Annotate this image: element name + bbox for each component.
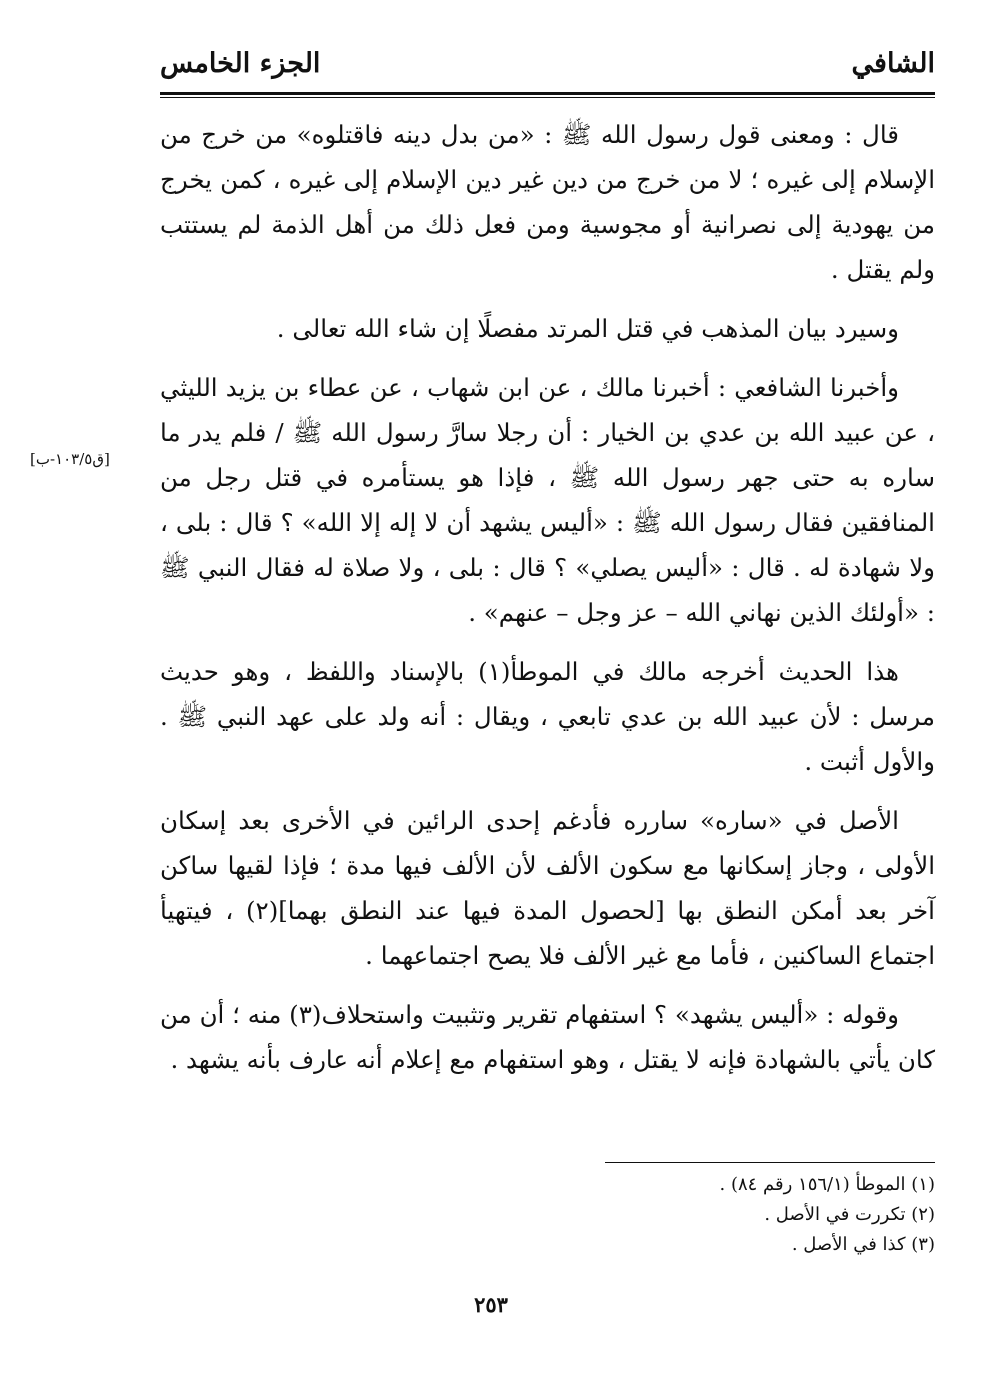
- paragraph: الأصل في «ساره» سارره فأدغم إحدى الرائين في الأخرى بعد إسكان الأولى ، وجاز إسكانها مع سكون الألف لأن الألف فيها مدة ؛ فإذا لقيها ساكن آخر بعد أمكن النطق بها [لحصول المدة فيها عند النطق بهما](٢) ، فيتهيأ اجتماع الساكنين ، فأما مع غير الألف فلا يصح اجتماعهما .: [160, 806, 935, 970]
- footnote-separator: [605, 1162, 935, 1163]
- header-rule-thick: [160, 92, 935, 95]
- footnote: (٢) تكررت في الأصل .: [764, 1204, 935, 1225]
- part-title: الجزء الخامس: [160, 48, 321, 79]
- footnote: (١) الموطأ (١٥٦/١ رقم ٨٤) .: [719, 1174, 935, 1195]
- paragraph: هذا الحديث أخرجه مالك في الموطأ(١) بالإسناد واللفظ ، وهو حديث مرسل : لأن عبيد الله بن عدي تابعي ، ويقال : أنه ولد على عهد النبي ﷺ . والأول أثبت .: [160, 657, 935, 776]
- footnotes: [160, 1170, 935, 1260]
- paragraph: قال : ومعنى قول رسول الله ﷺ : «من بدل دينه فاقتلوه» من خرج من الإسلام إلى غيره ؛ لا من خرج من دين غير دين الإسلام إلى غيره ، كمن يخرج من يهودية إلى نصرانية أو مجوسية ومن فعل ذلك من أهل الذمة لم يستتب ولم يقتل .: [160, 120, 935, 284]
- paragraph: وقوله : «أليس يشهد» ؟ استفهام تقرير وتثبيت واستحلاف(٣) منه ؛ أن من كان يأتي بالشهادة فإنه لا يقتل ، وهو استفهام مع إعلام أنه عارف بأنه يشهد .: [160, 1000, 935, 1074]
- paragraph: وسيرد بيان المذهب في قتل المرتد مفصلًا إن شاء الله تعالى .: [276, 314, 899, 343]
- footnote: (٣) كذا في الأصل .: [791, 1234, 935, 1255]
- header-rule-thin: [160, 97, 935, 98]
- page-number: ٢٥٣: [474, 1292, 508, 1317]
- main-text: [160, 112, 935, 1096]
- book-title: الشافي: [851, 48, 935, 79]
- paragraph: وأخبرنا الشافعي : أخبرنا مالك ، عن ابن شهاب ، عن عطاء بن يزيد الليثي ، عن عبيد الله بن عدي بن الخيار : أن رجلا سارَّ رسول الله ﷺ / فلم يدر ما ساره به حتى جهر رسول الله ﷺ ، فإذا هو يستأمره في قتل رجل من المنافقين فقال رسول الله ﷺ : «أليس يشهد أن لا إله إلا الله» ؟ قال : بلى ، ولا شهادة له . قال : «أليس يصلي» ؟ قال : بلى ، ولا صلاة له فقال النبي ﷺ : «أولئك الذين نهاني الله – عز وجل – عنهم» .: [160, 373, 935, 627]
- running-header: [160, 48, 935, 88]
- margin-manuscript-reference: [ق١٠٣/٥-ب]: [30, 450, 110, 468]
